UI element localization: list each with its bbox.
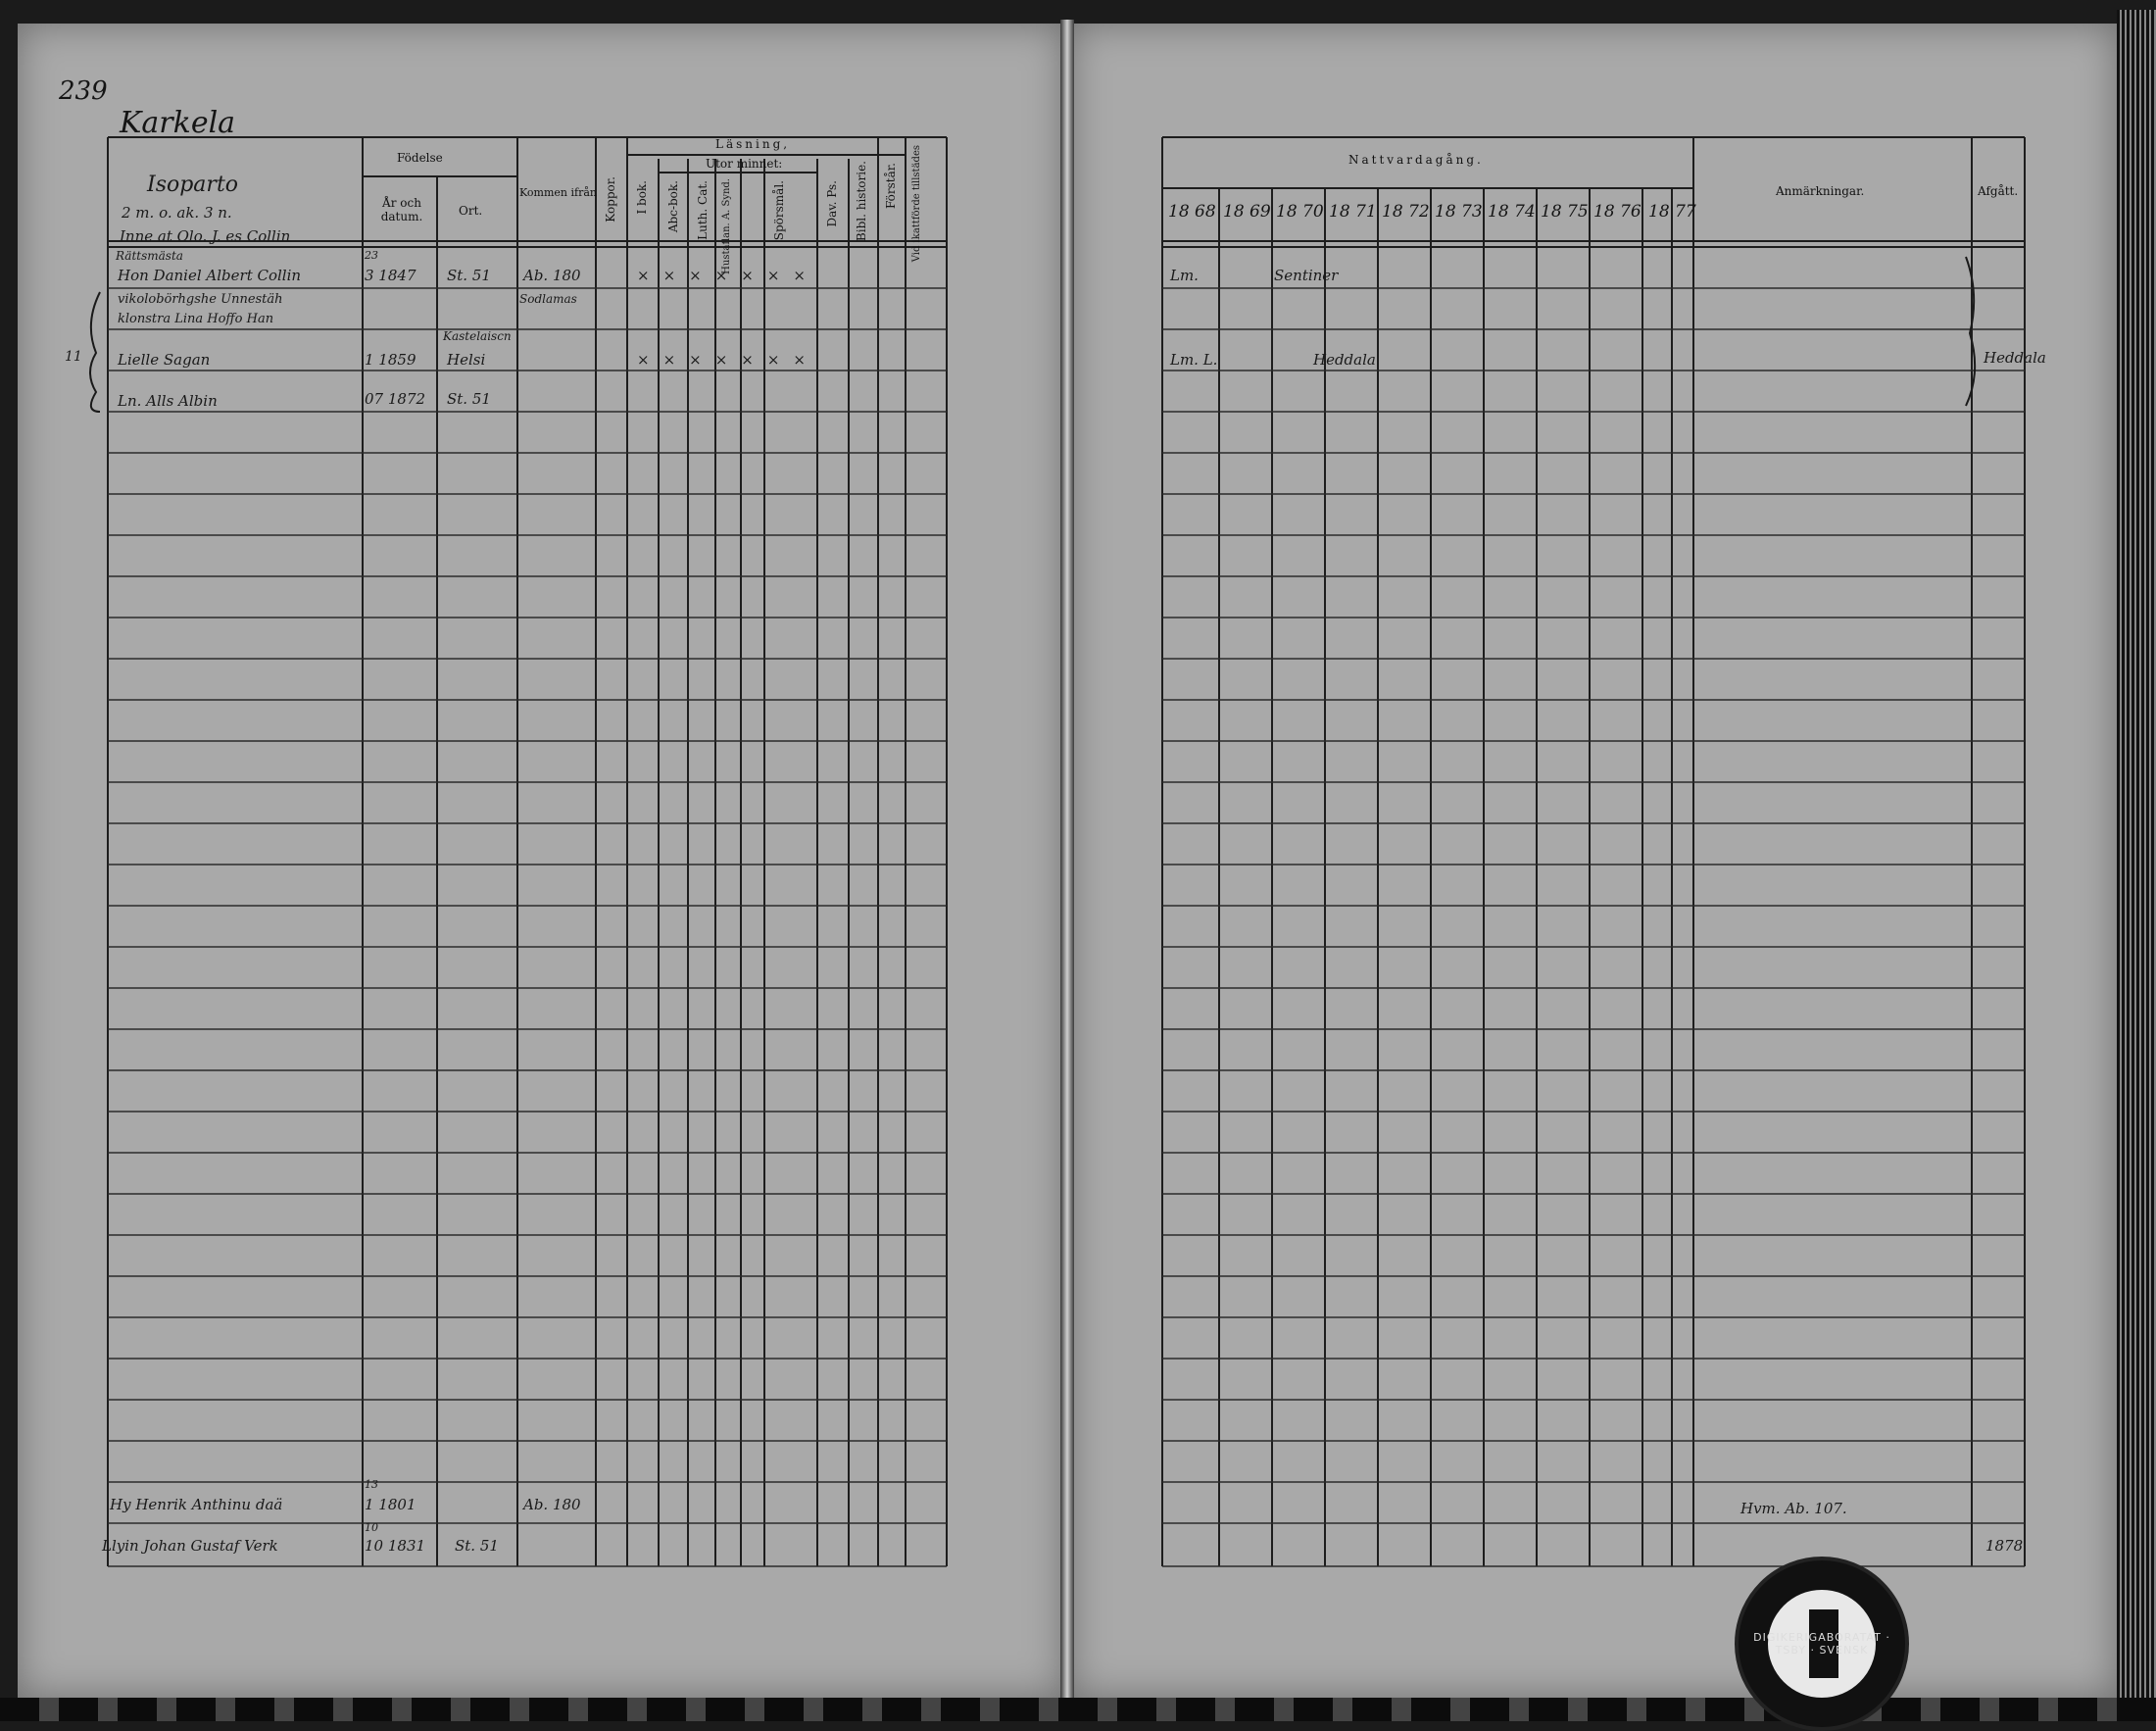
header-kopper: Koppor.	[604, 176, 617, 223]
entry-place: Kastelaiscn	[443, 329, 512, 343]
year-1872: 18 72	[1382, 202, 1430, 222]
header-dav-ps: Dav. Ps.	[825, 180, 839, 227]
year-1871: 18 71	[1329, 202, 1377, 222]
entry-text: Rättsmästa	[116, 249, 183, 263]
departed-entry: Heddala	[1984, 349, 2046, 367]
entry-place: St. 51	[447, 390, 491, 408]
year-1869: 18 69	[1223, 202, 1271, 222]
year-1874: 18 74	[1488, 202, 1536, 222]
header-sporsmal: Spörsmål.	[772, 180, 786, 241]
entry-date: 1 1801	[365, 1496, 416, 1513]
entry-text: Llyin Johan Gustaf Verk	[102, 1537, 278, 1555]
reading-marks: ×××××××	[637, 351, 819, 369]
header-bibl-historie: Bibl. historie.	[855, 161, 868, 242]
entry-text: Hon Daniel Albert Collin	[118, 267, 302, 284]
entry-text: Lielle Sagan	[118, 351, 211, 369]
year-1868: 18 68	[1168, 202, 1216, 222]
entry-from: Ab. 180	[523, 267, 581, 284]
communion-entry: Heddala	[1313, 351, 1376, 369]
remark-entry: Hvm. Ab. 107.	[1740, 1500, 1847, 1517]
entry-date: 10	[365, 1521, 378, 1534]
entry-date: 1 1859	[365, 351, 416, 369]
entry-text: Inne at Olo. J. es Collin	[120, 227, 291, 245]
header-afgatt: Afgått.	[1978, 184, 2019, 198]
entry-text: klonstra Lina Hoffo Han	[118, 312, 274, 326]
stamp-text: DIGIKERIGABORATAT · TSBY · SVENSK	[1753, 1631, 1890, 1657]
communion-entry: Lm.	[1170, 267, 1199, 284]
entry-text: Hy Henrik Anthinu daä	[110, 1496, 283, 1513]
reading-marks: ×××××××	[637, 267, 819, 284]
page-number: 239	[59, 76, 108, 106]
header-forstar: Förstår.	[884, 163, 898, 209]
entry-place: St. 51	[447, 267, 491, 284]
header-utor-minnet: Utor minnet:	[706, 157, 783, 171]
entry-place: St. 51	[455, 1537, 499, 1555]
header-anmarkningar: Anmärkningar.	[1776, 184, 1865, 198]
entry-place: Helsi	[447, 351, 486, 369]
year-1875: 18 75	[1541, 202, 1589, 222]
entry-date: 23	[365, 249, 378, 262]
year-1870: 18 70	[1276, 202, 1324, 222]
place-name: Karkela	[120, 106, 236, 140]
header-i-bok: I bok.	[635, 180, 649, 215]
year-1873: 18 73	[1435, 202, 1483, 222]
entry-from: Ab. 180	[523, 1496, 581, 1513]
header-nattvardagang: Nattvardagång.	[1348, 153, 1484, 167]
header-ort: Ort.	[459, 204, 483, 218]
communion-entry: Sentiner	[1274, 267, 1339, 284]
entry-text: 2 m. o. ak. 3 n.	[122, 204, 232, 222]
year-1877: 18 77	[1648, 202, 1696, 222]
entry-date: 10 1831	[365, 1537, 426, 1555]
communion-entry: Lm. L.	[1170, 351, 1218, 369]
entry-text: Ln. Alls Albin	[118, 392, 218, 410]
header-hustaflan: Hustaflan. A. Synd.	[721, 178, 732, 274]
header-abc-bok: Abc-bok.	[666, 180, 680, 233]
header-fodelse: Födelse	[397, 151, 443, 165]
header-luth-cat: Luth. Cat.	[696, 180, 710, 240]
entry-from: Sodlamas	[519, 292, 577, 306]
header-lasning: Läsning,	[715, 137, 791, 151]
archive-stamp-icon	[1735, 1557, 1909, 1731]
entry-date: 07 1872	[365, 390, 426, 408]
header-vid-tillstades: Vid ikattförde tillstädes	[911, 145, 922, 263]
header-kommen-ifran: Kommen ifrån	[519, 186, 597, 199]
entry-text: vikolobörhgshe Unnestäh	[118, 292, 283, 307]
header-ar-datum: År och datum.	[380, 196, 423, 223]
departed-entry: 1878	[1985, 1537, 2024, 1555]
entry-date: 3 1847	[365, 267, 416, 284]
year-1876: 18 76	[1593, 202, 1642, 222]
row-mark: 11	[65, 349, 82, 365]
entry-text: Isoparto	[147, 173, 239, 197]
entry-date: 13	[365, 1478, 378, 1491]
